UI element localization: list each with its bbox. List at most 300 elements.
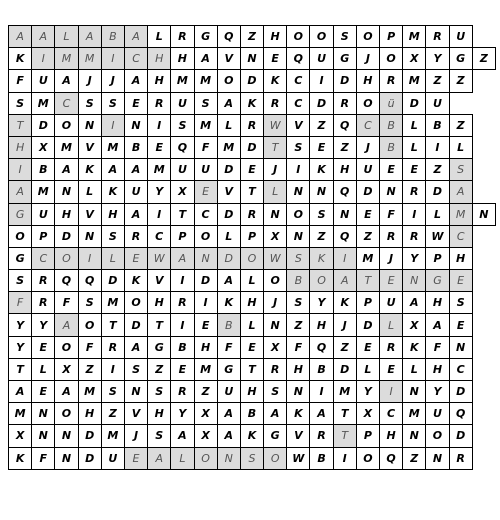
grid-cell[interactable]: N [287,381,310,403]
grid-cell[interactable]: R [240,114,263,136]
grid-cell[interactable]: G [264,425,287,447]
grid-cell[interactable]: S [264,381,287,403]
grid-cell[interactable]: Z [449,70,472,92]
grid-cell[interactable]: Y [426,381,449,403]
grid-cell[interactable]: K [287,403,310,425]
grid-cell[interactable]: H [426,358,449,380]
grid-cell[interactable]: P [32,225,55,247]
grid-cell[interactable]: S [124,358,147,380]
grid-cell[interactable]: O [55,403,78,425]
grid-cell[interactable]: G [217,358,240,380]
grid-cell[interactable]: T [333,403,356,425]
grid-cell[interactable]: Q [333,114,356,136]
grid-cell[interactable]: A [124,159,147,181]
grid-cell[interactable]: Y [9,314,32,336]
grid-cell[interactable]: F [380,203,403,225]
grid-cell[interactable]: K [217,292,240,314]
grid-cell[interactable]: M [9,403,32,425]
grid-cell[interactable]: Q [333,181,356,203]
grid-cell[interactable]: J [101,70,124,92]
grid-cell[interactable]: B [310,358,333,380]
grid-cell[interactable]: C [194,203,217,225]
grid-cell[interactable]: R [171,26,194,48]
grid-cell[interactable]: Z [287,314,310,336]
grid-cell[interactable]: I [148,203,171,225]
grid-cell[interactable]: L [356,358,379,380]
grid-cell[interactable]: F [9,292,32,314]
grid-cell[interactable]: A [32,26,55,48]
grid-cell[interactable]: V [287,114,310,136]
grid-cell[interactable]: Y [32,314,55,336]
grid-cell[interactable]: S [101,225,124,247]
grid-cell[interactable]: Y [310,292,333,314]
grid-cell[interactable]: R [240,203,263,225]
grid-cell[interactable]: M [403,26,426,48]
grid-cell[interactable]: I [380,381,403,403]
grid-cell[interactable]: O [55,336,78,358]
grid-cell[interactable]: S [148,381,171,403]
grid-cell[interactable]: U [310,48,333,70]
grid-cell[interactable]: B [171,336,194,358]
grid-cell[interactable]: D [78,447,101,469]
grid-cell[interactable]: A [171,247,194,269]
grid-cell[interactable]: O [310,26,333,48]
grid-cell[interactable]: C [356,114,379,136]
grid-cell[interactable]: Z [194,381,217,403]
grid-cell[interactable]: A [449,181,472,203]
grid-cell[interactable]: T [101,314,124,336]
grid-cell[interactable]: Z [403,447,426,469]
grid-cell[interactable]: M [55,136,78,158]
grid-cell[interactable]: M [333,381,356,403]
grid-cell[interactable]: F [217,336,240,358]
grid-cell[interactable]: V [78,203,101,225]
grid-cell[interactable]: N [403,270,426,292]
grid-cell[interactable]: S [101,92,124,114]
grid-cell[interactable]: L [264,181,287,203]
grid-cell[interactable]: K [9,48,32,70]
grid-cell[interactable]: T [240,358,263,380]
grid-cell[interactable]: K [310,159,333,181]
grid-cell[interactable]: N [287,181,310,203]
grid-cell[interactable]: R [101,336,124,358]
grid-cell[interactable]: N [124,381,147,403]
grid-cell[interactable]: S [287,136,310,158]
grid-cell[interactable]: A [9,26,32,48]
grid-cell[interactable]: J [356,48,379,70]
grid-cell[interactable]: O [55,247,78,269]
grid-cell[interactable]: Y [356,381,379,403]
grid-cell[interactable]: S [449,292,472,314]
grid-cell[interactable]: O [194,225,217,247]
grid-cell[interactable]: E [194,181,217,203]
grid-cell[interactable]: H [78,403,101,425]
grid-cell[interactable]: R [449,447,472,469]
grid-cell[interactable]: L [240,270,263,292]
grid-cell[interactable]: S [101,381,124,403]
grid-cell[interactable]: W [264,247,287,269]
grid-cell[interactable]: I [310,381,333,403]
grid-cell[interactable]: A [124,336,147,358]
grid-cell[interactable]: E [310,136,333,158]
grid-cell[interactable]: N [32,425,55,447]
grid-cell[interactable]: D [32,114,55,136]
grid-cell[interactable]: D [356,181,379,203]
grid-cell[interactable]: D [333,358,356,380]
grid-cell[interactable]: Z [148,358,171,380]
grid-cell[interactable]: T [240,181,263,203]
grid-cell[interactable]: O [287,203,310,225]
grid-cell[interactable]: S [78,92,101,114]
grid-cell[interactable]: H [333,159,356,181]
grid-cell[interactable]: A [124,70,147,92]
grid-cell[interactable]: L [217,114,240,136]
grid-cell[interactable]: E [124,92,147,114]
grid-cell[interactable]: N [426,447,449,469]
grid-cell[interactable]: I [333,247,356,269]
grid-cell[interactable]: A [124,26,147,48]
grid-cell[interactable]: K [78,159,101,181]
grid-cell[interactable]: H [264,26,287,48]
grid-cell[interactable]: T [356,270,379,292]
grid-cell[interactable]: V [287,425,310,447]
grid-cell[interactable]: E [356,203,379,225]
grid-cell[interactable]: I [101,48,124,70]
grid-cell[interactable]: U [380,292,403,314]
grid-cell[interactable]: H [148,70,171,92]
grid-cell[interactable]: E [403,159,426,181]
grid-cell[interactable]: O [9,225,32,247]
grid-cell[interactable]: B [217,314,240,336]
grid-cell[interactable]: U [217,381,240,403]
grid-cell[interactable]: U [124,181,147,203]
grid-cell[interactable]: B [380,136,403,158]
grid-cell[interactable]: S [78,292,101,314]
grid-cell[interactable]: O [310,270,333,292]
grid-cell[interactable]: W [264,114,287,136]
grid-cell[interactable]: L [101,247,124,269]
grid-cell[interactable]: C [55,92,78,114]
grid-cell[interactable]: C [287,70,310,92]
grid-cell[interactable]: S [287,292,310,314]
grid-cell[interactable]: I [9,159,32,181]
grid-cell[interactable]: N [264,203,287,225]
grid-cell[interactable]: H [148,403,171,425]
grid-cell[interactable]: Q [55,270,78,292]
grid-cell[interactable]: B [310,447,333,469]
grid-cell[interactable]: G [9,247,32,269]
grid-cell[interactable]: X [403,48,426,70]
grid-cell[interactable]: S [310,203,333,225]
grid-cell[interactable]: E [240,336,263,358]
grid-cell[interactable]: Z [426,70,449,92]
grid-cell[interactable]: B [380,114,403,136]
grid-cell[interactable]: A [124,203,147,225]
grid-cell[interactable]: I [101,114,124,136]
grid-cell[interactable]: K [310,247,333,269]
grid-cell[interactable]: N [55,447,78,469]
grid-cell[interactable]: A [217,92,240,114]
grid-cell[interactable]: U [449,26,472,48]
grid-cell[interactable]: D [217,159,240,181]
grid-cell[interactable]: I [310,70,333,92]
grid-cell[interactable]: Z [310,225,333,247]
grid-cell[interactable]: G [194,26,217,48]
grid-cell[interactable]: P [356,292,379,314]
grid-cell[interactable]: L [78,181,101,203]
grid-cell[interactable]: E [171,358,194,380]
grid-cell[interactable]: M [403,403,426,425]
grid-cell[interactable]: Q [287,48,310,70]
grid-cell[interactable]: F [55,292,78,314]
grid-cell[interactable]: E [264,48,287,70]
grid-cell[interactable]: D [449,425,472,447]
grid-cell[interactable]: P [171,225,194,247]
grid-cell[interactable]: M [171,70,194,92]
grid-cell[interactable]: D [217,247,240,269]
grid-cell[interactable]: J [264,292,287,314]
grid-cell[interactable]: E [32,381,55,403]
grid-cell[interactable]: Q [380,447,403,469]
grid-cell[interactable]: I [148,114,171,136]
grid-cell[interactable]: A [55,381,78,403]
grid-cell[interactable]: N [78,225,101,247]
grid-cell[interactable]: B [32,159,55,181]
grid-cell[interactable]: E [449,270,472,292]
grid-cell[interactable]: A [55,159,78,181]
grid-cell[interactable]: A [264,403,287,425]
grid-cell[interactable]: D [426,181,449,203]
grid-cell[interactable]: U [32,70,55,92]
grid-cell[interactable]: T [333,425,356,447]
grid-cell[interactable]: H [148,292,171,314]
grid-cell[interactable]: M [449,203,472,225]
grid-cell[interactable]: A [194,48,217,70]
grid-cell[interactable]: A [217,270,240,292]
grid-cell[interactable]: E [32,336,55,358]
grid-cell[interactable]: J [264,159,287,181]
grid-cell[interactable]: K [124,270,147,292]
grid-cell[interactable]: A [403,292,426,314]
grid-cell[interactable]: C [449,358,472,380]
grid-cell[interactable]: G [333,48,356,70]
grid-cell[interactable]: O [124,292,147,314]
grid-cell[interactable]: H [380,425,403,447]
grid-cell[interactable]: O [55,114,78,136]
grid-cell[interactable]: I [171,270,194,292]
grid-cell[interactable]: A [333,270,356,292]
grid-cell[interactable]: K [240,425,263,447]
grid-cell[interactable]: J [356,136,379,158]
grid-cell[interactable]: L [32,358,55,380]
grid-cell[interactable]: M [32,181,55,203]
grid-cell[interactable]: I [171,314,194,336]
grid-cell[interactable]: R [380,225,403,247]
grid-cell[interactable]: I [32,48,55,70]
grid-cell[interactable]: H [171,48,194,70]
grid-cell[interactable]: O [356,92,379,114]
grid-cell[interactable]: A [217,403,240,425]
grid-cell[interactable]: A [148,447,171,469]
grid-cell[interactable]: T [264,136,287,158]
grid-cell[interactable]: L [403,114,426,136]
grid-cell[interactable]: E [194,314,217,336]
grid-cell[interactable]: D [78,425,101,447]
grid-cell[interactable]: H [449,247,472,269]
grid-cell[interactable]: Z [426,159,449,181]
grid-cell[interactable]: J [380,247,403,269]
grid-cell[interactable]: S [171,114,194,136]
grid-cell[interactable]: U [426,403,449,425]
grid-cell[interactable]: Q [333,225,356,247]
grid-cell[interactable]: D [240,136,263,158]
grid-cell[interactable]: Z [78,358,101,380]
grid-cell[interactable]: N [264,314,287,336]
grid-cell[interactable]: Y [9,336,32,358]
grid-cell[interactable]: Y [426,48,449,70]
grid-cell[interactable]: L [426,203,449,225]
grid-cell[interactable]: G [449,48,472,70]
grid-cell[interactable]: C [287,92,310,114]
grid-cell[interactable]: E [124,247,147,269]
grid-cell[interactable]: L [217,225,240,247]
grid-cell[interactable]: K [333,292,356,314]
grid-cell[interactable]: Z [101,403,124,425]
grid-cell[interactable]: A [171,425,194,447]
grid-cell[interactable]: D [240,70,263,92]
grid-cell[interactable]: D [124,314,147,336]
grid-cell[interactable]: O [264,447,287,469]
grid-cell[interactable]: N [310,181,333,203]
grid-cell[interactable]: R [380,336,403,358]
grid-cell[interactable]: F [78,336,101,358]
grid-cell[interactable]: F [194,136,217,158]
grid-cell[interactable]: R [426,26,449,48]
grid-cell[interactable]: I [333,447,356,469]
grid-cell[interactable]: H [194,336,217,358]
grid-cell[interactable]: O [287,26,310,48]
grid-cell[interactable]: I [194,292,217,314]
grid-cell[interactable]: F [9,70,32,92]
grid-cell[interactable]: A [9,381,32,403]
grid-cell[interactable]: N [78,114,101,136]
grid-cell[interactable]: V [148,270,171,292]
grid-cell[interactable]: E [148,136,171,158]
grid-cell[interactable]: H [240,292,263,314]
grid-cell[interactable]: R [264,92,287,114]
grid-cell[interactable]: V [217,181,240,203]
grid-cell[interactable]: X [356,403,379,425]
grid-cell[interactable]: Q [449,403,472,425]
grid-cell[interactable]: T [148,314,171,336]
grid-cell[interactable]: L [403,358,426,380]
grid-cell[interactable]: M [148,159,171,181]
grid-cell[interactable]: H [148,48,171,70]
grid-cell[interactable]: Q [78,270,101,292]
grid-cell[interactable]: O [426,425,449,447]
grid-cell[interactable]: U [171,92,194,114]
grid-cell[interactable]: P [240,225,263,247]
grid-cell[interactable]: Z [240,26,263,48]
grid-cell[interactable]: N [32,403,55,425]
grid-cell[interactable]: W [148,247,171,269]
grid-cell[interactable]: S [9,92,32,114]
grid-cell[interactable]: S [9,270,32,292]
grid-cell[interactable]: U [171,159,194,181]
grid-cell[interactable]: L [380,314,403,336]
grid-cell[interactable]: P [356,425,379,447]
grid-cell[interactable]: K [403,336,426,358]
grid-cell[interactable]: B [101,26,124,48]
grid-cell[interactable]: X [403,314,426,336]
grid-cell[interactable]: C [124,48,147,70]
grid-cell[interactable]: E [449,314,472,336]
grid-cell[interactable]: N [124,114,147,136]
grid-cell[interactable]: F [287,336,310,358]
grid-cell[interactable]: D [101,270,124,292]
grid-cell[interactable]: M [78,48,101,70]
grid-cell[interactable]: W [426,225,449,247]
grid-cell[interactable]: X [171,181,194,203]
grid-cell[interactable]: A [55,70,78,92]
grid-cell[interactable]: M [101,136,124,158]
grid-cell[interactable]: H [356,70,379,92]
grid-cell[interactable]: N [333,203,356,225]
grid-cell[interactable]: Z [472,48,495,70]
grid-cell[interactable]: L [148,26,171,48]
grid-cell[interactable]: O [240,247,263,269]
grid-cell[interactable]: R [403,181,426,203]
grid-cell[interactable]: Z [356,225,379,247]
grid-cell[interactable]: G [426,270,449,292]
grid-cell[interactable]: B [240,403,263,425]
grid-cell[interactable]: ü [380,92,403,114]
grid-cell[interactable]: M [101,425,124,447]
grid-cell[interactable]: R [310,425,333,447]
grid-cell[interactable]: N [403,425,426,447]
grid-cell[interactable]: M [101,292,124,314]
grid-cell[interactable]: S [333,26,356,48]
grid-cell[interactable]: L [403,136,426,158]
grid-cell[interactable]: U [356,159,379,181]
grid-cell[interactable]: X [55,358,78,380]
grid-cell[interactable]: O [194,447,217,469]
grid-cell[interactable]: R [171,381,194,403]
grid-cell[interactable]: C [148,225,171,247]
grid-cell[interactable]: R [171,292,194,314]
grid-cell[interactable]: O [356,26,379,48]
grid-cell[interactable]: O [356,447,379,469]
grid-cell[interactable]: P [426,247,449,269]
grid-cell[interactable]: I [426,136,449,158]
grid-cell[interactable]: N [403,381,426,403]
grid-cell[interactable]: M [194,358,217,380]
grid-cell[interactable]: W [287,447,310,469]
grid-cell[interactable]: H [426,292,449,314]
grid-cell[interactable]: H [287,358,310,380]
grid-cell[interactable]: I [403,203,426,225]
grid-cell[interactable]: Y [148,181,171,203]
grid-cell[interactable]: Q [217,26,240,48]
grid-cell[interactable]: D [194,270,217,292]
grid-cell[interactable]: D [356,314,379,336]
grid-cell[interactable]: N [55,425,78,447]
grid-cell[interactable]: V [78,136,101,158]
grid-cell[interactable]: Q [171,136,194,158]
grid-cell[interactable]: A [310,403,333,425]
grid-cell[interactable]: R [32,270,55,292]
grid-cell[interactable]: M [356,247,379,269]
